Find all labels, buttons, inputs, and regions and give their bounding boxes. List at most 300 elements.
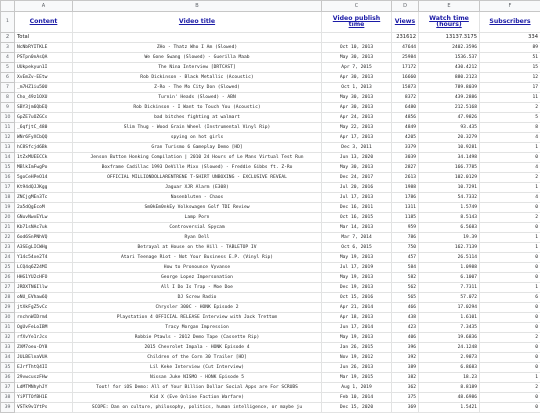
video-title-cell[interactable]: Robbie Ptawls - 2012 Demo Tape (Cassette Rip)	[73, 333, 322, 343]
table-row	[1, 133, 540, 143]
watch-time-cell[interactable]: 8.8189	[419, 383, 480, 393]
watch-time-cell[interactable]: 166.7785	[419, 163, 480, 173]
views-cell[interactable]: 3039	[392, 153, 419, 163]
subscribers-cell[interactable]: 1	[480, 243, 540, 253]
content-id-cell[interactable]: _m7HZ1iu50U	[15, 83, 73, 93]
video-title-cell[interactable]: Sm0kEm0nkEy Volkswagen Golf TDI Review	[73, 203, 322, 213]
row-number[interactable]: 35	[1, 363, 15, 373]
views-cell[interactable]: 584	[392, 263, 419, 273]
video-title-cell[interactable]: Jenson Button Honking Compilation | 2010 24 Hours of Le Mans Virtual Test Run	[73, 153, 322, 163]
subscribers-cell[interactable]: 6	[480, 293, 540, 303]
views-cell[interactable]: 16660	[392, 73, 419, 83]
watch-time-cell[interactable]: 48.6986	[419, 393, 480, 403]
watch-time-cell[interactable]: 19.6836	[419, 333, 480, 343]
row-number[interactable]: 4	[1, 53, 15, 63]
subscribers-cell[interactable]: 4	[480, 163, 540, 173]
publish-date-cell[interactable]: Jun 17, 2014	[322, 323, 392, 333]
row-number[interactable]: 9	[1, 103, 15, 113]
watch-time-cell[interactable]: 6.8683	[419, 363, 480, 373]
content-id-cell[interactable]: Kb71sNAc7uk	[15, 223, 73, 233]
content-id-cell[interactable]: hC8Sfcjd6Bk	[15, 143, 73, 153]
video-title-cell[interactable]: Kid X (Eve Online Faction Warfare)	[73, 393, 322, 403]
video-title-cell[interactable]: Ryan Dell	[73, 233, 322, 243]
content-id-cell[interactable]: WNr6FyXCbQQ	[15, 133, 73, 143]
publish-date-cell[interactable]: Jun 13, 2020	[322, 153, 392, 163]
table-row	[1, 63, 540, 73]
views-cell[interactable]: 369	[392, 403, 419, 413]
publish-date-cell[interactable]: Oct 10, 2013	[322, 43, 392, 53]
video-title-cell[interactable]: Toot! for iOS Demo: All of Your Billion Dollar Social Apps are For SCRUBS	[73, 383, 322, 393]
row-number[interactable]: 28	[1, 293, 15, 303]
subscribers-cell[interactable]: 0	[480, 253, 540, 263]
publish-date-cell[interactable]: Dec 15, 2020	[322, 403, 392, 413]
content-id-cell[interactable]: UUkpekyun1I	[15, 63, 73, 73]
subscribers-cell[interactable]: 0	[480, 323, 540, 333]
video-title-cell[interactable]: We Gone Swang (Slowed) - Guerilla Maab	[73, 53, 322, 63]
content-id-cell[interactable]: Kt94dQJJKgg	[15, 183, 73, 193]
watch-time-cell[interactable]: 2402.3596	[419, 43, 480, 53]
views-cell[interactable]: 396	[392, 343, 419, 353]
subscribers-cell[interactable]: 11	[480, 93, 540, 103]
row-number[interactable]: 12	[1, 133, 15, 143]
watch-time-cell[interactable]: 7.7311	[419, 283, 480, 293]
subscribers-cell[interactable]: 51	[480, 53, 540, 63]
content-id-cell[interactable]: _6qfjtC_480	[15, 123, 73, 133]
content-id-cell[interactable]: EJrfThtQ4II	[15, 363, 73, 373]
total-subs-cell[interactable]: 334	[480, 33, 540, 43]
watch-time-cell[interactable]: 1.0988	[419, 263, 480, 273]
publish-date-cell[interactable]: Oct 15, 2016	[322, 293, 392, 303]
content-id-cell[interactable]: JULBElnaVUA	[15, 353, 73, 363]
table-row	[1, 173, 540, 183]
publish-date-cell[interactable]: Mar 7, 2014	[322, 233, 392, 243]
content-id-cell[interactable]: HHG1YU2cHFO	[15, 273, 73, 283]
publish-date-cell[interactable]: May 19, 2013	[322, 333, 392, 343]
video-title-cell[interactable]: Gran Turismo 6 Gameplay Demo [HD]	[73, 143, 322, 153]
watch-time-cell[interactable]: 10.9281	[419, 143, 480, 153]
views-header-cell[interactable]: Views	[392, 12, 419, 33]
content-id-cell[interactable]: rfXvYe1rJcs	[15, 333, 73, 343]
content-id-cell[interactable]: GNuvNwxEYLw	[15, 213, 73, 223]
watch-time-cell[interactable]: 102.0129	[419, 173, 480, 183]
video-title-cell[interactable]: How to Pronounce Vyvanse	[73, 263, 322, 273]
subscribers-cell[interactable]: 17	[480, 83, 540, 93]
views-cell[interactable]: 47644	[392, 43, 419, 53]
table-row	[1, 43, 540, 53]
video-title-cell[interactable]: Tracy Morgan Impression	[73, 323, 322, 333]
subscribers-cell[interactable]: 2	[480, 213, 540, 223]
views-cell[interactable]: 4849	[392, 123, 419, 133]
row-number[interactable]: 5	[1, 63, 15, 73]
row-number[interactable]: 25	[1, 263, 15, 273]
views-cell[interactable]: 786	[392, 233, 419, 243]
watch-time-cell[interactable]: 1536.537	[419, 53, 480, 63]
total-views-cell[interactable]: 231612	[392, 33, 419, 43]
subscribers-cell[interactable]: 0	[480, 273, 540, 283]
views-cell[interactable]: 2827	[392, 163, 419, 173]
subscribers-cell[interactable]: 0	[480, 353, 540, 363]
content-header-cell[interactable]: Content	[15, 12, 73, 33]
views-cell[interactable]: 25984	[392, 53, 419, 63]
publish-date-cell[interactable]: Apr 7, 2015	[322, 63, 392, 73]
views-cell[interactable]: 1185	[392, 213, 419, 223]
views-cell[interactable]: 6480	[392, 103, 419, 113]
watch-time-cell[interactable]: 430.4212	[419, 63, 480, 73]
video-title-cell[interactable]: OFFICIAL MILLIONDOLLARENTRENE T-SHIRT UNBOXING - EXCLUSIVE REVEAL	[73, 173, 322, 183]
table-row	[1, 323, 540, 333]
watch-time-cell[interactable]: 1.5749	[419, 203, 480, 213]
watch-time-cell[interactable]: 212.5168	[419, 103, 480, 113]
views-cell[interactable]: 750	[392, 243, 419, 253]
views-cell[interactable]: 15873	[392, 83, 419, 93]
views-cell[interactable]: 406	[392, 333, 419, 343]
content-id-cell[interactable]: LdMTMNhyhJY	[15, 383, 73, 393]
subscribers-cell[interactable]: 15	[480, 63, 540, 73]
video-title-cell[interactable]: Betrayal at House on the Hill - TABLETOP IV	[73, 243, 322, 253]
views-cell[interactable]: 4856	[392, 113, 419, 123]
publish-date-cell[interactable]: Dec 16, 2011	[322, 203, 392, 213]
publish-date-cell[interactable]: Apr 30, 2013	[322, 103, 392, 113]
video-title-cell[interactable]: Turnin' Heads (Slowed) - ABN	[73, 93, 322, 103]
subscribers-cell[interactable]: 1	[480, 283, 540, 293]
column-header-b[interactable]: B	[73, 1, 322, 12]
content-id-cell[interactable]: oNU_EVhaw6Q	[15, 293, 73, 303]
row-number[interactable]: 32	[1, 333, 15, 343]
publish-date-cell[interactable]: May 19, 2013	[322, 273, 392, 283]
row-number[interactable]: 18	[1, 193, 15, 203]
row-number[interactable]: 20	[1, 213, 15, 223]
table-row	[1, 163, 540, 173]
subscribers-cell[interactable]: 0	[480, 263, 540, 273]
row-number[interactable]: 33	[1, 343, 15, 353]
content-id-cell[interactable]: MBlkImFwgPo	[15, 163, 73, 173]
subscribers-cell[interactable]: 0	[480, 223, 540, 233]
video-title-cell[interactable]: The Nina Interview [DRTCAST]	[73, 63, 322, 73]
content-id-cell[interactable]: ZNCjgMEn3Tc	[15, 193, 73, 203]
video-title-cell[interactable]: bad bitches fighting at walmart	[73, 113, 322, 123]
views-cell[interactable]: 8372	[392, 93, 419, 103]
video-title-cell[interactable]: spying on hot girls	[73, 133, 322, 143]
subscribers-cell[interactable]: 1	[480, 143, 540, 153]
views-cell[interactable]: 438	[392, 313, 419, 323]
publish-date-cell[interactable]: Aug 1, 2019	[322, 383, 392, 393]
row-number[interactable]: 14	[1, 153, 15, 163]
subscribers-cell[interactable]: 1	[480, 373, 540, 383]
content-id-cell[interactable]: Y14c54xe2T4	[15, 253, 73, 263]
content-id-cell[interactable]: 1tZxMUEECCk	[15, 153, 73, 163]
views-cell[interactable]: 565	[392, 293, 419, 303]
row-number[interactable]: 31	[1, 323, 15, 333]
views-cell[interactable]: 466	[392, 303, 419, 313]
subscribers-cell[interactable]: 5	[480, 113, 540, 123]
watch-time-cell[interactable]: 6.5683	[419, 223, 480, 233]
row-number[interactable]: 30	[1, 313, 15, 323]
views-cell[interactable]: 582	[392, 273, 419, 283]
row-number[interactable]: 2	[1, 33, 15, 43]
table-row	[1, 53, 540, 63]
video-title-cell[interactable]: 2015 Chevrolet Impala - HONK Episode 4	[73, 343, 322, 353]
publish-date-cell[interactable]: Nov 19, 2012	[322, 353, 392, 363]
watch-time-cell[interactable]: 26.5114	[419, 253, 480, 263]
views-cell[interactable]: 17172	[392, 63, 419, 73]
video-title-cell[interactable]: Children of the Corn 30 Trailer [HD]	[73, 353, 322, 363]
publish-date-cell[interactable]: Oct 16, 2015	[322, 213, 392, 223]
date-header-cell[interactable]: Video publish time	[322, 12, 392, 33]
row-number[interactable]: 36	[1, 373, 15, 383]
video-title-cell[interactable]: DJ Screw Radio	[73, 293, 322, 303]
column-header-f[interactable]: F	[480, 1, 540, 12]
publish-date-cell[interactable]: Apr 24, 2013	[322, 113, 392, 123]
publish-date-cell[interactable]: Jan 26, 2015	[322, 343, 392, 353]
column-header-d[interactable]: D	[392, 1, 419, 12]
table-row	[1, 253, 540, 263]
subscribers-cell[interactable]: 4	[480, 133, 540, 143]
watch-time-cell[interactable]: 789.8039	[419, 83, 480, 93]
total-label-cell[interactable]: Total	[15, 33, 73, 43]
watch-time-cell[interactable]: 162.7139	[419, 243, 480, 253]
video-title-cell[interactable]: ZHo - Thatz Who I Am (Slowed)	[73, 43, 322, 53]
row-number[interactable]: 29	[1, 303, 15, 313]
watch-time-cell[interactable]: 57.072	[419, 293, 480, 303]
row-number[interactable]: 24	[1, 253, 15, 263]
publish-date-cell[interactable]: Dec 24, 2017	[322, 173, 392, 183]
video-title-cell[interactable]: Jaguar XJR Alarm (E308)	[73, 183, 322, 193]
table-row	[1, 403, 540, 413]
row-number[interactable]: 22	[1, 233, 15, 243]
subscribers-cell[interactable]: 0	[480, 343, 540, 353]
publish-date-cell[interactable]: Apr 21, 2014	[322, 303, 392, 313]
publish-date-cell[interactable]: Jul 20, 2016	[322, 183, 392, 193]
watch-time-cell[interactable]: 34.1498	[419, 153, 480, 163]
video-title-cell[interactable]: Nissan Juke NISMO - HONK Episode 5	[73, 373, 322, 383]
watch-time-cell[interactable]: 6.1007	[419, 273, 480, 283]
subscribers-cell[interactable]: 89	[480, 43, 540, 53]
views-cell[interactable]: 375	[392, 393, 419, 403]
row-number[interactable]: 21	[1, 223, 15, 233]
content-id-cell[interactable]: SBY3jm6QbEQ	[15, 103, 73, 113]
watch-time-cell[interactable]: 7.3435	[419, 323, 480, 333]
content-id-cell[interactable]: 6od6SnPNhVQ	[15, 233, 73, 243]
content-id-cell[interactable]: 2a5dQgEcoM	[15, 203, 73, 213]
publish-date-cell[interactable]: Feb 10, 2014	[322, 393, 392, 403]
publish-date-cell[interactable]: Jul 17, 2013	[322, 193, 392, 203]
row-number[interactable]: 19	[1, 203, 15, 213]
publish-date-cell[interactable]: Oct 6, 2015	[322, 243, 392, 253]
views-cell[interactable]: 3379	[392, 143, 419, 153]
publish-date-cell[interactable]: May 19, 2013	[322, 253, 392, 263]
watch-time-cell[interactable]: 2.9873	[419, 353, 480, 363]
publish-date-cell[interactable]: May 30, 2013	[322, 93, 392, 103]
publish-date-cell[interactable]: Apr 30, 2013	[322, 73, 392, 83]
views-cell[interactable]: 959	[392, 223, 419, 233]
column-header-row	[1, 1, 540, 12]
video-title-cell[interactable]: George Lopez Impersonation	[73, 273, 322, 283]
table-row	[1, 193, 540, 203]
subs-header-cell[interactable]: Subscribers	[480, 12, 540, 33]
views-cell[interactable]: 562	[392, 283, 419, 293]
subscribers-cell[interactable]: 2	[480, 103, 540, 113]
subscribers-cell[interactable]: 2	[480, 333, 540, 343]
subscribers-cell[interactable]: 0	[480, 313, 540, 323]
table-row	[1, 83, 540, 93]
row-number[interactable]: 6	[1, 73, 15, 83]
views-cell[interactable]: 1786	[392, 193, 419, 203]
video-title-cell[interactable]: All I Do Is Trap - Moe Doe	[73, 283, 322, 293]
watch-time-cell[interactable]: 1.5421	[419, 403, 480, 413]
content-id-cell[interactable]: 5goCeHPeO14	[15, 173, 73, 183]
content-id-cell[interactable]: Cho_49z1OXU	[15, 93, 73, 103]
watch-time-cell[interactable]: 19.39	[419, 233, 480, 243]
publish-date-cell[interactable]: Dec 3, 2011	[322, 143, 392, 153]
content-id-cell[interactable]: OgUvFeLoIBM	[15, 323, 73, 333]
publish-date-cell[interactable]: May 22, 2013	[322, 123, 392, 133]
watch-time-cell[interactable]: 93.435	[419, 123, 480, 133]
table-row	[1, 213, 540, 223]
watch-time-cell[interactable]: 439.2886	[419, 93, 480, 103]
row-number[interactable]: 13	[1, 143, 15, 153]
watch-time-cell[interactable]: 47.9826	[419, 113, 480, 123]
watch-time-cell[interactable]: 17.0294	[419, 303, 480, 313]
video-title-cell[interactable]: Z-Ro - The Mo City Don (Slowed)	[73, 83, 322, 93]
publish-date-cell[interactable]: Apr 18, 2013	[322, 313, 392, 323]
watch-time-cell[interactable]: 18.23	[419, 373, 480, 383]
row-number[interactable]: 39	[1, 403, 15, 413]
subscribers-cell[interactable]: 0	[480, 303, 540, 313]
table-row	[1, 73, 540, 83]
table-row	[1, 123, 540, 133]
content-id-cell[interactable]: GpZE7uOZGCs	[15, 113, 73, 123]
content-id-cell[interactable]: 29vwcuszFHw	[15, 373, 73, 383]
publish-date-cell[interactable]: Jun 26, 2013	[322, 363, 392, 373]
views-cell[interactable]: 382	[392, 373, 419, 383]
subscribers-cell[interactable]: 0	[480, 403, 540, 413]
video-title-cell[interactable]: Rob Dickinson - I Want to Touch You (Acoustic)	[73, 103, 322, 113]
views-cell[interactable]: 389	[392, 363, 419, 373]
video-title-cell[interactable]: Slim Thug - Wood Grain Wheel (Instrumental Vinyl Rip)	[73, 123, 322, 133]
video-title-cell[interactable]: Controversial Spycam	[73, 223, 322, 233]
content-id-cell[interactable]: VSTk9v1YtPs	[15, 403, 73, 413]
video-title-cell[interactable]: Lil Keke Interview (Cut Interview)	[73, 363, 322, 373]
watch-time-cell[interactable]: 10.7291	[419, 183, 480, 193]
column-header-c[interactable]: C	[322, 1, 392, 12]
content-id-cell[interactable]: jtXkFgZ5vCc	[15, 303, 73, 313]
views-cell[interactable]: 1988	[392, 183, 419, 193]
subscribers-cell[interactable]: 8	[480, 123, 540, 133]
total-watch-cell[interactable]: 13137.3175	[419, 33, 480, 43]
views-cell[interactable]: 2613	[392, 173, 419, 183]
video-title-cell[interactable]: Atari Teenage Riot - Not Your Business E.P. (Vinyl Rip)	[73, 253, 322, 263]
subscribers-cell[interactable]: 1	[480, 233, 540, 243]
content-id-cell[interactable]: XvEmZv-EEtw	[15, 73, 73, 83]
content-id-cell[interactable]: A3SEgLICWHg	[15, 243, 73, 253]
row-number[interactable]: 37	[1, 383, 15, 393]
column-header-e[interactable]: E	[419, 1, 480, 12]
content-id-cell[interactable]: LCQ4q6Z24MI	[15, 263, 73, 273]
content-id-cell[interactable]: ZXM7oeu-DY8	[15, 343, 73, 353]
content-id-cell[interactable]: JRDXTN6Illw	[15, 283, 73, 293]
subscribers-cell[interactable]: 2	[480, 173, 540, 183]
publish-date-cell[interactable]: Oct 1, 2013	[322, 83, 392, 93]
row-number[interactable]: 23	[1, 243, 15, 253]
subscribers-cell[interactable]: 2	[480, 383, 540, 393]
row-number[interactable]: 17	[1, 183, 15, 193]
video-title-cell[interactable]: Playstation 4 OFFICIAL RELEASE Interview with Jack Trettom	[73, 313, 322, 323]
row-number[interactable]: 10	[1, 113, 15, 123]
content-id-cell[interactable]: rnchnWIDrm4	[15, 313, 73, 323]
column-header-a[interactable]: A	[15, 1, 73, 12]
watch-header-cell[interactable]: Watch time (hours)	[419, 12, 480, 33]
views-cell[interactable]: 392	[392, 353, 419, 363]
content-id-cell[interactable]: PSTpn0nAsQA	[15, 53, 73, 63]
row-number[interactable]: 16	[1, 173, 15, 183]
total-date-cell[interactable]	[322, 33, 392, 43]
watch-time-cell[interactable]: 54.7332	[419, 193, 480, 203]
views-cell[interactable]: 1311	[392, 203, 419, 213]
subscribers-cell[interactable]: 0	[480, 153, 540, 163]
content-id-cell[interactable]: NcNbRYITKLE	[15, 43, 73, 53]
row-number[interactable]: 1	[1, 12, 15, 33]
table-row	[1, 293, 540, 303]
total-title-cell[interactable]	[73, 33, 322, 43]
views-cell[interactable]: 457	[392, 253, 419, 263]
title-header-cell[interactable]: Video title	[73, 12, 322, 33]
publish-date-cell[interactable]: May 30, 2013	[322, 163, 392, 173]
watch-time-cell[interactable]: 20.3279	[419, 133, 480, 143]
row-number[interactable]: 15	[1, 163, 15, 173]
subscribers-cell[interactable]: 0	[480, 393, 540, 403]
subscribers-cell[interactable]: 1	[480, 183, 540, 193]
video-title-cell[interactable]: SCOPE: Dan on culture, philosophy, politics, human intelligence, or maybe ju	[73, 403, 322, 413]
publish-date-cell[interactable]: Jul 17, 2019	[322, 263, 392, 273]
row-number[interactable]: 38	[1, 393, 15, 403]
views-cell[interactable]: 423	[392, 323, 419, 333]
row-number[interactable]: 27	[1, 283, 15, 293]
video-title-cell[interactable]: Lamp Porn	[73, 213, 322, 223]
row-number[interactable]: 34	[1, 353, 15, 363]
row-number[interactable]: 26	[1, 273, 15, 283]
row-number[interactable]: 3	[1, 43, 15, 53]
subscribers-cell[interactable]: 0	[480, 203, 540, 213]
watch-time-cell[interactable]: 8.5143	[419, 213, 480, 223]
publish-date-cell[interactable]: Apr 17, 2013	[322, 133, 392, 143]
table-row	[1, 203, 540, 213]
select-all-corner[interactable]	[1, 1, 15, 12]
views-cell[interactable]: 4205	[392, 133, 419, 143]
total-row	[1, 33, 540, 43]
watch-time-cell[interactable]: 24.1248	[419, 343, 480, 353]
watch-time-cell[interactable]: 880.2123	[419, 73, 480, 83]
table-row	[1, 383, 540, 393]
row-number[interactable]: 11	[1, 123, 15, 133]
subscribers-cell[interactable]: 4	[480, 193, 540, 203]
video-title-cell[interactable]: Boxframe Cadillac 1993 DeVille Mixx (Slowed) - Freddie Gibbs ft. Z-Ro	[73, 163, 322, 173]
row-number[interactable]: 7	[1, 83, 15, 93]
subscribers-cell[interactable]: 0	[480, 363, 540, 373]
table-row	[1, 393, 540, 403]
publish-date-cell[interactable]: Dec 19, 2013	[322, 283, 392, 293]
publish-date-cell[interactable]: Mar 14, 2013	[322, 223, 392, 233]
watch-time-cell[interactable]: 1.6101	[419, 313, 480, 323]
content-id-cell[interactable]: YiPTTOfBH1E	[15, 393, 73, 403]
video-title-cell[interactable]: Rob Dickinson - Black Metallic (Acoustic)	[73, 73, 322, 83]
publish-date-cell[interactable]: May 30, 2013	[322, 53, 392, 63]
video-title-cell[interactable]: Chrysler 300C - HONK Episode 2	[73, 303, 322, 313]
views-cell[interactable]: 362	[392, 383, 419, 393]
video-title-cell[interactable]: Nasenbluten - Chaos	[73, 193, 322, 203]
subscribers-cell[interactable]: 12	[480, 73, 540, 83]
row-number[interactable]: 8	[1, 93, 15, 103]
publish-date-cell[interactable]: Mar 19, 2015	[322, 373, 392, 383]
